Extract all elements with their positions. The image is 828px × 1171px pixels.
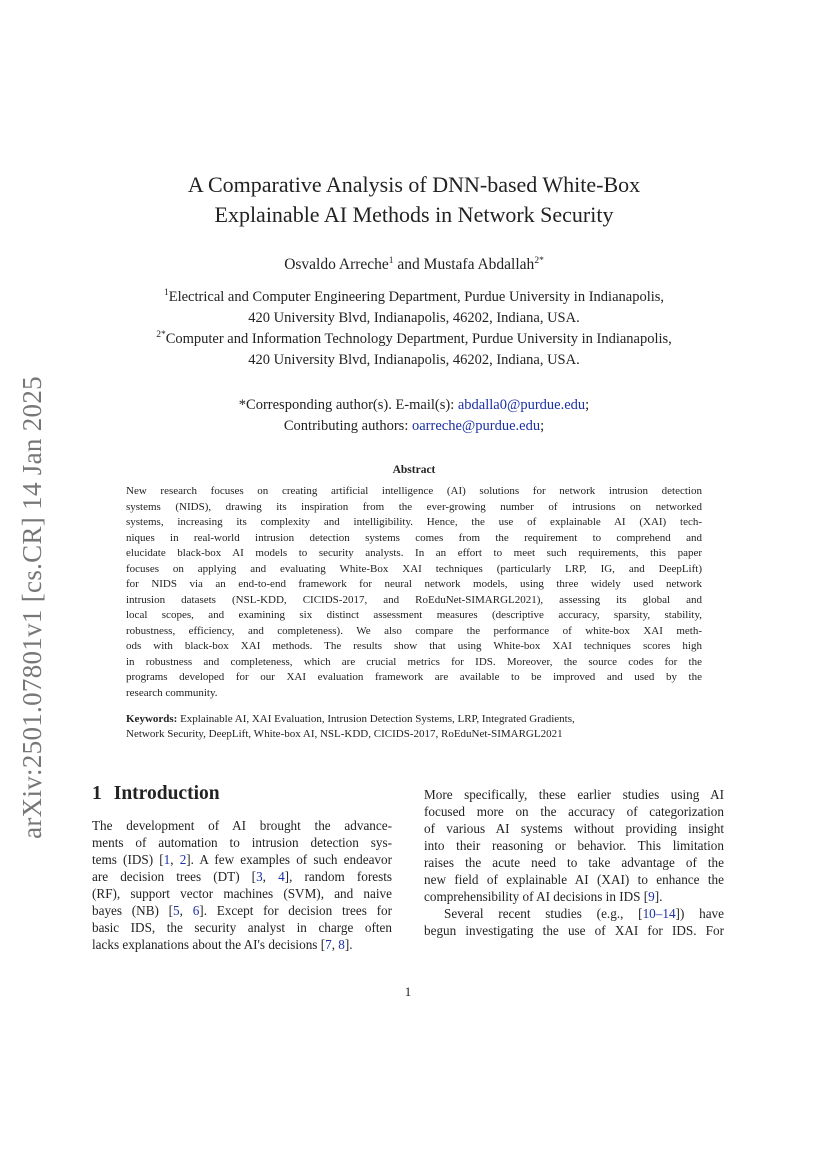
keywords-label: Keywords: bbox=[126, 713, 178, 725]
contact-info bbox=[90, 395, 738, 437]
body-line bbox=[92, 868, 392, 885]
body-text: ]. bbox=[654, 889, 663, 904]
body-line bbox=[424, 888, 724, 905]
body-line: begun investigating the use of XAI for IDS. For bbox=[424, 923, 724, 938]
body-column-right bbox=[424, 786, 724, 939]
paper-title bbox=[90, 170, 738, 230]
affiliation-text: Electrical and Computer Engineering Department, Purdue University in Indianapolis, bbox=[168, 289, 665, 305]
abstract-line: robustness, efficiency, and completeness). We also compare the performance of white-box XAI meth- bbox=[126, 624, 702, 637]
body-text: lacks explanations about the AI's decisions [ bbox=[92, 937, 326, 952]
body-column-left bbox=[92, 817, 392, 953]
body-text: , bbox=[262, 869, 279, 884]
citation-link[interactable]: 1 bbox=[163, 852, 171, 867]
body-text: bayes (NB) [ bbox=[92, 903, 174, 918]
page-number: 1 bbox=[404, 984, 412, 999]
affiliation-mark: 2* bbox=[156, 330, 166, 341]
keywords-text: Explainable AI, XAI Evaluation, Intrusion Detection Systems, LRP, Integrated Gradients, bbox=[177, 713, 575, 725]
citation-link[interactable]: 2 bbox=[179, 852, 187, 867]
body-line bbox=[92, 902, 392, 919]
arxiv-stamp bbox=[12, 362, 52, 852]
section-heading bbox=[92, 783, 220, 805]
contributing-label: Contributing authors: bbox=[283, 418, 412, 434]
author-conjunction: and bbox=[393, 256, 424, 273]
abstract-line: ods with black-box XAI methods. The results show that using White-box XAI techniques scores high bbox=[126, 640, 702, 652]
citation-link[interactable]: 8 bbox=[338, 937, 345, 952]
abstract-line: systems (NIDS), drawing its inspiration from the ever-growing number of intrusions on networked bbox=[126, 500, 702, 513]
keywords bbox=[126, 712, 702, 741]
body-text: ]. A few examples of such endeavor bbox=[186, 852, 392, 867]
abstract-line: niques in real-world intrusion detection systems comes from the requirement to comprehend and bbox=[126, 531, 702, 544]
keywords-line bbox=[126, 712, 702, 727]
body-text: , bbox=[331, 937, 339, 952]
contributing-authors-line bbox=[90, 416, 738, 437]
citation-link[interactable]: 10 bbox=[642, 906, 656, 921]
affiliations bbox=[90, 287, 738, 371]
punctuation: ; bbox=[585, 397, 590, 413]
citation-link[interactable]: 14 bbox=[662, 906, 676, 921]
section-number: 1 bbox=[92, 783, 102, 804]
body-text: are decision trees (DT) [ bbox=[92, 869, 257, 884]
citation-link[interactable]: 6 bbox=[192, 903, 200, 918]
body-text: ], random forests bbox=[284, 869, 392, 884]
body-text: ]. bbox=[344, 937, 353, 952]
section-title: Introduction bbox=[113, 783, 220, 804]
body-line: (RF), support vector machines (SVM), and naive bbox=[92, 886, 392, 901]
citation-range-dash: – bbox=[655, 906, 663, 921]
abstract-body bbox=[126, 484, 702, 701]
title-line-1: A Comparative Analysis of DNN-based White-Box bbox=[187, 172, 641, 197]
affiliation-mark: 1 bbox=[163, 288, 169, 299]
affiliation-line bbox=[90, 287, 738, 308]
body-line bbox=[92, 936, 392, 953]
body-line: into their reasoning or behavior. This limitation bbox=[424, 838, 724, 853]
citation-link[interactable]: 4 bbox=[278, 869, 285, 884]
author-name: Mustafa Abdallah bbox=[423, 256, 535, 273]
body-line: raises the acute need to take advantage of the bbox=[424, 855, 724, 870]
body-text: , bbox=[170, 852, 180, 867]
body-line: new field of explainable AI (XAI) to enhance the bbox=[424, 872, 724, 887]
author-list bbox=[90, 256, 738, 274]
abstract-line: elucidate black-box AI models to security analysts. In an effort to meet such requirements, this paper bbox=[126, 547, 702, 559]
body-text: ]) have bbox=[675, 906, 724, 921]
author-affiliation-mark: 2* bbox=[534, 255, 544, 266]
corresponding-label: Corresponding author(s). E-mail(s): bbox=[246, 397, 458, 413]
body-text: Several recent studies (e.g., [ bbox=[444, 906, 643, 921]
abstract-line: programs developed for our XAI evaluation framework are available to be improved and used by the bbox=[126, 671, 702, 683]
keywords-line: Network Security, DeepLift, White-box AI, NSL-KDD, CICIDS-2017, RoEduNet-SIMARGL2021 bbox=[126, 727, 563, 740]
body-line: of various AI systems without providing insight bbox=[424, 821, 724, 836]
citation-link[interactable]: 5 bbox=[173, 903, 180, 918]
body-line bbox=[92, 851, 392, 868]
abstract-line: local scopes, and examining six distinct assessment measures (descriptive accuracy, sparsity, stability, bbox=[126, 609, 702, 621]
abstract-line: focuses on applying and evaluating White-Box XAI techniques (particularly LRP, IG, and DeepLift) bbox=[126, 562, 702, 575]
affiliation-text: Computer and Information Technology Department, Purdue University in Indianapolis, bbox=[165, 331, 672, 347]
body-line: More specifically, these earlier studies using AI bbox=[424, 787, 724, 802]
body-line: The development of AI brought the advance- bbox=[92, 818, 392, 833]
author-name: Osvaldo Arreche bbox=[284, 256, 389, 273]
body-text: , bbox=[179, 903, 193, 918]
abstract-line: research community. bbox=[126, 686, 218, 699]
abstract-line: in robustness and completeness, which are crucial metrics for IDS. Moreover, the source codes for the bbox=[126, 655, 702, 668]
contributing-email-link[interactable]: oarreche@purdue.edu bbox=[411, 418, 541, 434]
body-text: comprehensibility of AI decisions in IDS [ bbox=[424, 889, 649, 904]
citation-link[interactable]: 7 bbox=[325, 937, 332, 952]
abstract-line: for NIDS via an end-to-end framework for neural network models, using three widely used network bbox=[126, 578, 702, 590]
affiliation-line bbox=[90, 329, 738, 350]
citation-link[interactable]: 9 bbox=[648, 889, 655, 904]
affiliation-line: 420 University Blvd, Indianapolis, 46202, Indiana, USA. bbox=[248, 310, 580, 326]
body-line bbox=[424, 905, 724, 922]
title-line-2: Explainable AI Methods in Network Security bbox=[214, 202, 614, 227]
body-line: basic IDS, the security analyst in charge often bbox=[92, 920, 392, 935]
abstract-line: systems, increasing its complexity and intelligibility. Hence, the use of explainable AI (XAI) tech- bbox=[126, 516, 702, 528]
abstract-line: New research focuses on creating artificial intelligence (AI) solutions for network intrusion detection bbox=[126, 485, 702, 497]
punctuation: ; bbox=[540, 418, 545, 434]
abstract-line: intrusion datasets (NSL-KDD, CICIDS-2017, and RoEduNet-SIMARGL2021), assessing its global and bbox=[126, 593, 702, 606]
body-line: focused more on the accuracy of categorization bbox=[424, 804, 724, 819]
author-affiliation-mark: 1 bbox=[388, 255, 394, 266]
abstract-heading: Abstract bbox=[392, 464, 436, 476]
body-text: ]. Except for decision trees for bbox=[199, 903, 392, 918]
body-line: ments of automation to intrusion detection sys- bbox=[92, 835, 392, 850]
corresponding-author-line bbox=[90, 395, 738, 416]
affiliation-line: 420 University Blvd, Indianapolis, 46202, Indiana, USA. bbox=[248, 352, 580, 368]
arxiv-stamp-text: arXiv:2501.07801v1 [cs.CR] 14 Jan 2025 bbox=[16, 375, 47, 839]
corresponding-email-link[interactable]: abdalla0@purdue.edu bbox=[457, 397, 586, 413]
body-text: tems (IDS) [ bbox=[92, 852, 164, 867]
corresponding-mark: * bbox=[238, 397, 247, 413]
citation-link[interactable]: 3 bbox=[256, 869, 263, 884]
